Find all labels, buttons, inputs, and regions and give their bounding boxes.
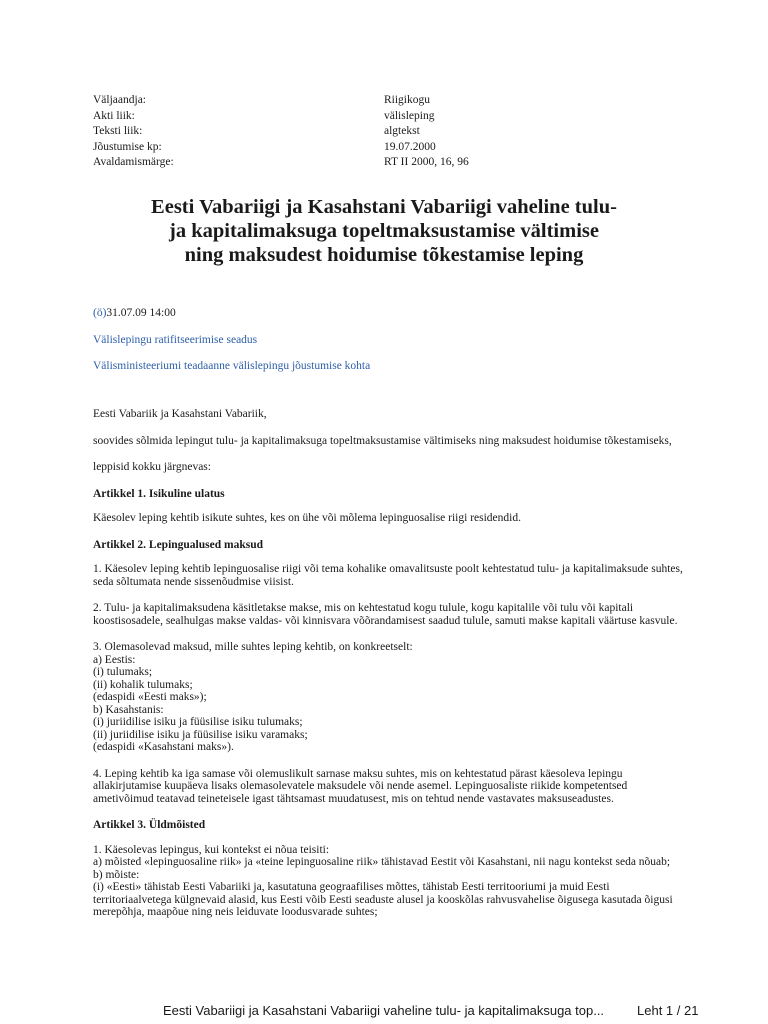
announcement-link[interactable]: Välisministeeriumi teadaanne välislepingu jõustumise kohta [93,360,371,372]
metadata-table [93,93,469,171]
version-link[interactable]: (ö) [93,307,107,319]
page-indicator: Leht 1 / 21 [637,1003,699,1018]
metadata-key: Väljaandja: [93,94,147,106]
announcement-line [93,359,370,374]
metadata-key: Avaldamismärge: [93,156,174,168]
article-1-heading: Artikkel 1. Isikuline ulatus [93,487,225,500]
metadata-key: Teksti liik: [93,125,143,137]
metadata-row [93,140,469,156]
list-line: (i) tulumaks; [93,666,153,678]
ratification-link[interactable]: Välislepingu ratifitseerimise seadus [93,334,258,346]
list-line: b) mõiste: [93,868,140,881]
list-line: (i) juriidilise isiku ja füüsilise isiku tulumaks; [93,716,303,728]
footer-document-title: Eesti Vabariigi ja Kasahstani Vabariigi vaheline tulu- ja kapitalimaksuga top... [163,1003,605,1018]
article-1-text: Käesolev leping kehtib isikute suhtes, kes on ühe või mõlema lepinguosalise riigi residendid. [93,512,521,524]
title-line: ning maksudest hoidumise tõkestamise leping [184,244,584,266]
list-line: 3. Olemasolevad maksud, mille suhtes leping kehtib, on konkreetselt: [93,641,413,653]
metadata-value: välisleping [384,109,435,122]
metadata-key: Jõustumise kp: [93,140,162,153]
title-line: Eesti Vabariigi ja Kasahstani Vabariigi vaheline tulu- [151,196,617,218]
agreed-paragraph: leppisid kokku järgnevas: [93,461,211,473]
document-title [60,195,708,267]
metadata-value: algtekst [384,125,420,137]
metadata-value: Riigikogu [384,94,431,106]
title-line: ja kapitalimaksuga topeltmaksustamise vältimise [169,220,599,242]
list-line: (i) «Eesti» tähistab Eesti Vabariiki ja, kasutatuna geograafilises mõttes, tähistab Eesti territooriumi ja muid Eesti territoriaalvetega külgnevaid alasid, kus Eesti võib Eesti seaduste alusel ja kooskõlas rahvusvahelise õigusega kasutada õigusi merepõhja, maapõue ning neis leiduvate loodusvarade suhtes; [93,881,673,918]
list-line: (edaspidi «Eesti maks»); [93,691,207,703]
metadata-row [93,109,469,125]
metadata-row [93,155,469,171]
metadata-row [93,93,469,109]
list-line: a) Eestis: [93,653,136,666]
version-date: 31.07.09 14:00 [106,307,176,319]
article-2-paragraph-2: 2. Tulu- ja kapitalimaksudena käsitletakse makse, mis on kehtestatud kogu tulule, kogu kapitalile või tulu või kapitali koostisosadele, sealhulgas makse valdas- või kinnisvara võõrandamisest saadud tulule, samuti makse kapitali väärtuse kasvule. [93,602,678,627]
document-body [93,408,683,919]
article-2-paragraph-4: 4. Leping kehtib ka iga samase või olemuslikult sarnase maksu suhtes, mis on kehtestatud pärast käesoleva lepingu allakirjutamise kuupäeva lisaks olemasolevatele maksudele või nende asemel. Lepinguosaliste riikide kompetentsed ametivõimud teatavad teineteisele igast tähtsamast muudatusest, mis on tehtud nende vastavates maksuseadustes. [93,767,628,805]
article-3-heading: Artikkel 3. Üldmõisted [93,819,206,831]
article-3-paragraph-1 [93,844,683,919]
version-line [93,306,370,321]
list-line: 1. Käesolevas lepingus, kui kontekst ei nõua teisiti: [93,843,330,856]
list-line: b) Kasahstanis: [93,703,164,716]
ratification-line [93,333,370,348]
list-line: (ii) juriidilise isiku ja füüsilise isiku varamaks; [93,728,308,741]
list-line: a) mõisted «lepinguosaline riik» ja «teine lepinguosaline riik» tähistavad Eestit või Kasahstani, nii nagu kontekst seda nõuab; [93,856,671,868]
related-links [93,306,370,386]
article-2-paragraph-3 [93,641,683,754]
metadata-key: Akti liik: [93,109,135,122]
metadata-value: 19.07.2000 [384,140,436,153]
viewer-footer [0,1000,768,1024]
list-line: (edaspidi «Kasahstani maks»). [93,741,234,753]
article-2-heading: Artikkel 2. Lepingualused maksud [93,538,263,551]
article-2-paragraph-1: 1. Käesolev leping kehtib lepinguosalise riigi või tema kohalike omavalitsuste poolt kehtestatud tulu- ja kapitalimaksude suhtes, seda sõltumata nende sissenõudmise viisist. [93,563,683,588]
metadata-row [93,124,469,140]
intro-paragraph: Eesti Vabariik ja Kasahstani Vabariik, [93,408,267,420]
desiring-paragraph: soovides sõlmida lepingut tulu- ja kapitalimaksuga topeltmaksustamise vältimiseks ning maksudest hoidumise tõkestamiseks, [93,434,672,447]
list-line: (ii) kohalik tulumaks; [93,678,193,691]
metadata-value: RT II 2000, 16, 96 [384,156,469,168]
